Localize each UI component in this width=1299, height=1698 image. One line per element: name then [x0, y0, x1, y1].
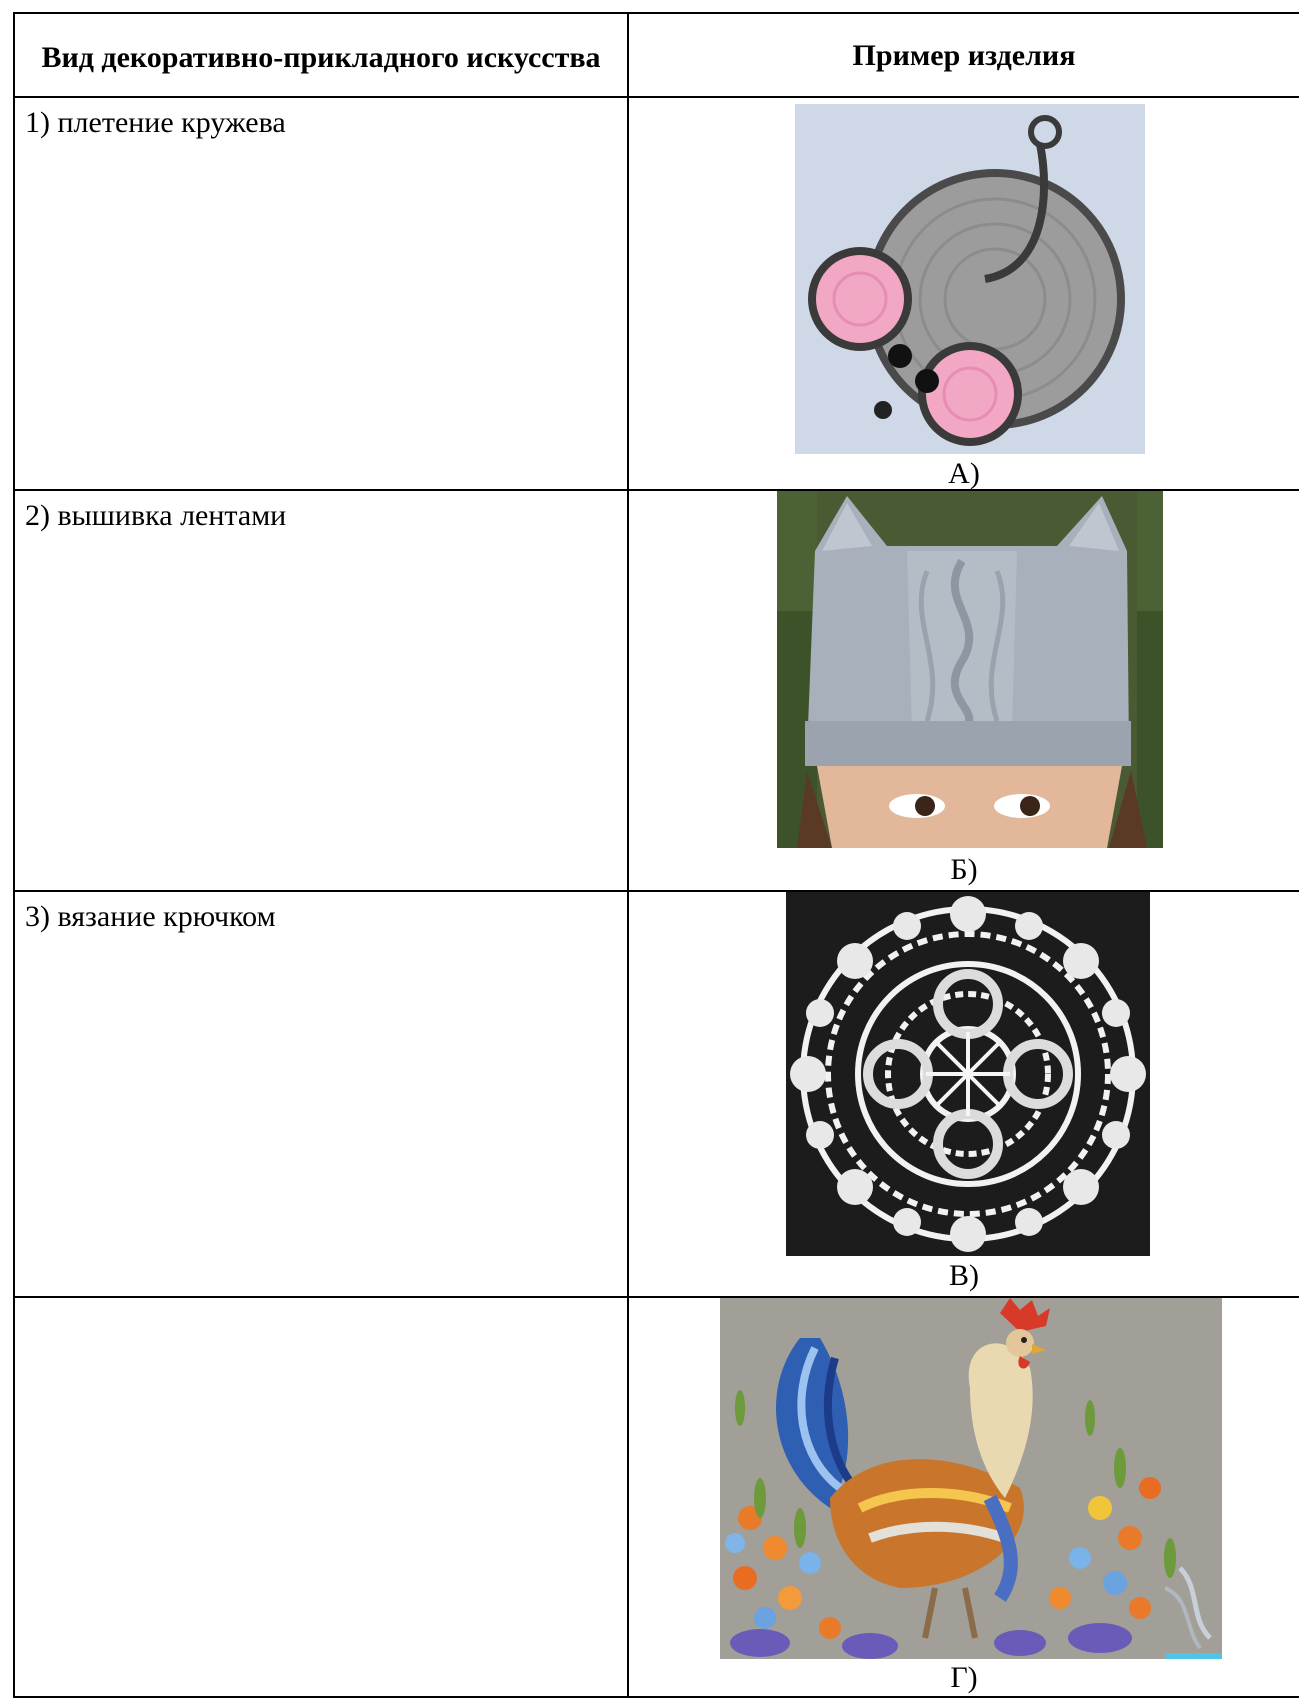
- row-image-cell-1: [628, 97, 1299, 490]
- row-image-cell-4: [628, 1297, 1299, 1697]
- row-image-cell-3: [628, 891, 1299, 1297]
- row-label-1: 1) плетение кружева: [14, 97, 628, 490]
- ribbon-embroidery-rooster-image: [720, 1298, 1222, 1659]
- knitted-cat-ear-hat-image: [777, 491, 1163, 848]
- row-label-3: 3) вязание крючком: [14, 891, 628, 1297]
- bobbin-lace-doily-image: [786, 892, 1150, 1256]
- table-row: [14, 891, 1299, 1297]
- row-image-cell-2: [628, 490, 1299, 891]
- row-caption-1: А): [948, 457, 980, 490]
- matching-table: [13, 12, 1299, 1698]
- row-caption-3: В): [949, 1259, 979, 1292]
- header-example: Пример изделия: [628, 13, 1299, 97]
- row-caption-4: Г): [950, 1661, 978, 1694]
- crochet-mouse-potholder-image: [795, 104, 1145, 454]
- row-label-2: 2) вышивка лентами: [14, 490, 628, 891]
- table-row: [14, 97, 1299, 490]
- table-header-row: [14, 13, 1299, 97]
- row-caption-2: Б): [950, 853, 978, 886]
- table-row: [14, 1297, 1299, 1697]
- row-label-4: [14, 1297, 628, 1697]
- table-row: [14, 490, 1299, 891]
- header-art-type: Вид декоративно-прикладного искусства: [14, 13, 628, 97]
